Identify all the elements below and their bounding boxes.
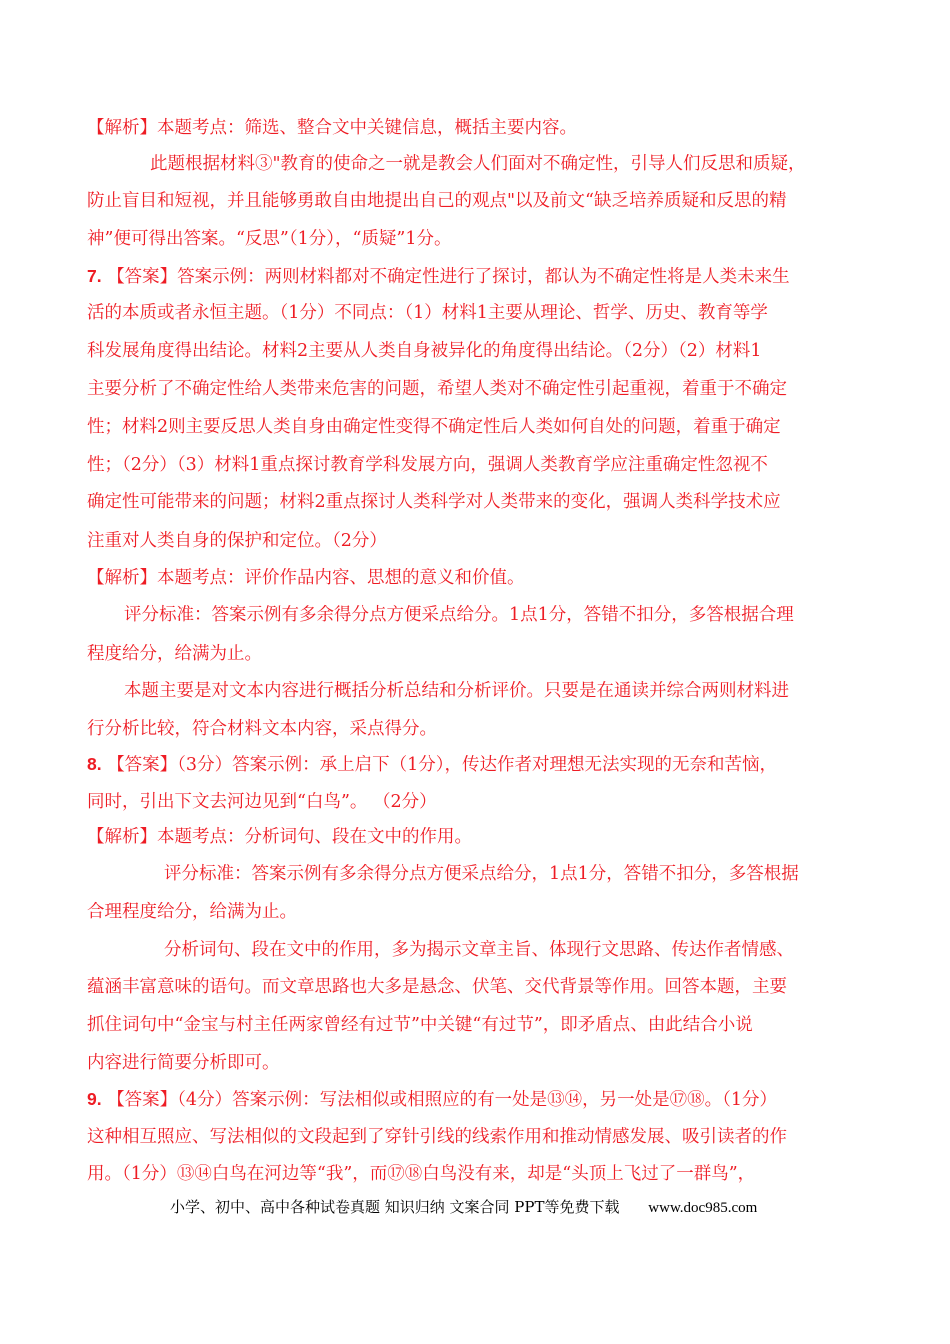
- answer-8-line: [87, 753, 950, 777]
- paragraph-line: 注重对人类自身的保护和定位。（2分）: [87, 531, 387, 551]
- paragraph-line: 评分标准：答案示例有多余得分点方便采点给分。1点1分，答错不扣分，多答根据合理: [124, 605, 794, 625]
- paragraph-line: 此题根据材料③"教育的使命之一就是教会人们面对不确定性，引导人们反思和质疑，: [150, 154, 806, 174]
- paragraph-line: 程度给分，给满为止。: [87, 644, 262, 664]
- paragraph-line: 本题主要是对文本内容进行概括分析总结和分析评价。只要是在通读并综合两则材料进: [124, 681, 789, 701]
- paragraph-line: 蕴涵丰富意味的语句。而文章思路也大多是悬念、伏笔、交代背景等作用。回答本题，主要: [87, 977, 787, 997]
- paragraph-line: 这种相互照应、写法相似的文段起到了穿针引线的线索作用和推动情感发展、吸引读者的作: [87, 1127, 787, 1147]
- paragraph-line: 性；材料2则主要反思人类自身由确定性变得不确定性后人类如何自处的问题，着重于确定: [87, 417, 781, 437]
- answer-9-line: [87, 1088, 950, 1112]
- paragraph-line: 性；（2分）（3）材料1重点探讨教育学科发展方向，强调人类教育学应注重确定性忽视不: [87, 455, 768, 475]
- footer-text: 小学、初中、高中各种试卷真题 知识归纳 文案合同 PPT等免费下载: [170, 1198, 620, 1216]
- paragraph-line: 主要分析了不确定性给人类带来危害的问题，希望人类对不确定性引起重视，着重于不确定: [87, 379, 787, 399]
- paragraph-line: 防止盲目和短视，并且能够勇敢自由地提出自己的观点"以及前文“缺乏培养质疑和反思的精: [87, 191, 787, 211]
- question-number: 9.: [87, 1089, 102, 1109]
- paragraph-line: 活的本质或者永恒主题。（1分）不同点：（1）材料1主要从理论、哲学、历史、教育等学: [87, 303, 768, 323]
- analysis-line: 【解析】本题考点：分析词句、段在文中的作用。: [87, 827, 472, 847]
- answer-text: 【答案】答案示例：两则材料都对不确定性进行了探讨，都认为不确定性将是人类未来生: [107, 267, 790, 287]
- paragraph-line: 科发展角度得出结论。材料2主要从人类自身被异化的角度得出结论。（2分）（2）材料1: [87, 341, 762, 361]
- paragraph-line: 合理程度给分，给满为止。: [87, 902, 297, 922]
- page-footer: [170, 1196, 757, 1217]
- question-number: 8.: [87, 754, 102, 774]
- answer-text: 【答案】（3分）答案示例：承上启下（1分），传达作者对理想无法实现的无奈和苦恼，: [107, 755, 777, 775]
- paragraph-line: 评分标准：答案示例有多余得分点方便采点给分，1点1分，答错不扣分，多答根据: [164, 864, 799, 884]
- paragraph-line: 行分析比较，符合材料文本内容，采点得分。: [87, 719, 437, 739]
- question-number: 7.: [87, 266, 102, 286]
- answer-text: 【答案】（4分）答案示例：写法相似或相照应的有一处是⑬⑭，另一处是⑰⑱。（1分）: [107, 1090, 777, 1110]
- paragraph-line: 分析词句、段在文中的作用，多为揭示文章主旨、体现行文思路、传达作者情感、: [164, 940, 794, 960]
- paragraph-line: 内容进行简要分析即可。: [87, 1053, 280, 1073]
- paragraph-line: 同时，引出下文去河边见到“白鸟”。 （2分）: [87, 792, 437, 812]
- answer-7-line: [87, 265, 950, 289]
- analysis-line: 【解析】本题考点：评价作品内容、思想的意义和价值。: [87, 568, 525, 588]
- analysis-line: 【解析】本题考点：筛选、整合文中关键信息，概括主要内容。: [87, 118, 577, 138]
- footer-url[interactable]: www.doc985.com: [648, 1200, 758, 1216]
- paragraph-line: 确定性可能带来的问题；材料2重点探讨人类科学对人类带来的变化，强调人类科学技术应: [87, 492, 781, 512]
- paragraph-line: 抓住词句中“金宝与村主任两家曾经有过节”中关键“有过节”，即矛盾点、由此结合小说: [87, 1015, 753, 1035]
- paragraph-line: 神”便可得出答案。“反思”（1分），“质疑”1分。: [87, 229, 452, 249]
- paragraph-line: 用。（1分）⑬⑭白鸟在河边等“我”，而⑰⑱白鸟没有来，却是“头顶上飞过了一群鸟”，: [87, 1164, 756, 1184]
